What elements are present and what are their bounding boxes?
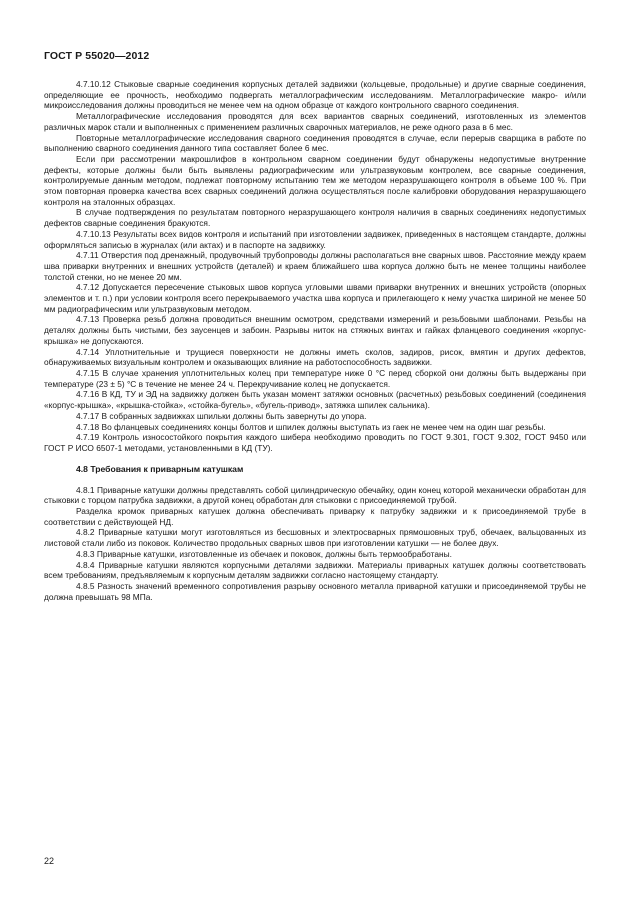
section-paragraph: Разделка кромок приварных катушек должна обеспечивать приварку к патрубку задвижки и к присоединяемой трубе в соответствии с действующей НД. xyxy=(44,506,586,527)
section-heading: 4.8 Требования к приварным катушкам xyxy=(76,463,244,474)
paragraph: 4.7.10.13 Результаты всех видов контроля и испытаний при изготовлении задвижек, приведенных в настоящем стандарте, должны оформляться записью в журналах (или актах) и в паспорте на задвижку. xyxy=(44,228,586,250)
section-paragraph: 4.8.4 Приварные катушки являются корпусными деталями задвижки. Материалы приварных катушек должны соответствовать всем требованиям, предъявляемым к корпусным деталям задвижки согласно настоящему стандарту. xyxy=(44,559,586,581)
document-code-header: ГОСТ Р 55020—2012 xyxy=(44,50,150,62)
paragraph: 4.7.10.12 Стыковые сварные соединения корпусных деталей задвижки (кольцевые, продольные) и другие сварные соединения, определяющие ее прочность, необходимо подвергать металлографическим исследованиям. Металлографические макро- и/или микроисследования должны проводиться не менее чем на одном образце от каждого контрольного сварного соединения. xyxy=(44,79,586,111)
paragraph: Если при рассмотрении макрошлифов в контрольном сварном соединении будут обнаружены недопустимые внутренние дефекты, которые должны были быть выявлены радиографическим или ультразвуковым контролем, все сварные соединения, контролируемые данным методом, подлежат повторному испытанию тем же методом неразрушающего контроля в объеме 100 %. При этом повторная проверка качества всех сварных соединений должна осуществляться после калибровки оборудования неразрушающего контроля на эталонных образцах. xyxy=(44,153,586,207)
paragraph: Металлографические исследования проводятся для всех вариантов сварных соединений, изготовленных из элементов различных марок стали и выполненных с применением различных сварочных материалов, не реже одного раза в 6 мес. xyxy=(44,111,586,132)
paragraph: 4.7.17 В собранных задвижках шпильки должны быть завернуты до упора. xyxy=(76,410,367,421)
section-paragraph: 4.8.2 Приварные катушки могут изготовляться из бесшовных и электросварных прямошовных труб, обечаек, вальцованных из листовой стали либо из поковок. Количество продольных сварных швов при изготовлении катушки — не более двух. xyxy=(44,527,586,549)
paragraph: Повторные металлографические исследования сварного соединения проводятся в случае, если перерыв сварщика в работе по выполнению сварного соединения данного типа составляет более 6 мес. xyxy=(44,132,586,154)
document-body xyxy=(44,79,586,602)
section-paragraph: 4.8.1 Приварные катушки должны представлять собой цилиндрическую обечайку, один конец которой механически обработан для стыковки с торцом патрубка задвижки, а другой конец обработан для стыковки с присоединяемой трубой. xyxy=(44,484,586,506)
paragraph: 4.7.11 Отверстия под дренажный, продувочный трубопроводы должны располагаться вне сварных швов. Расстояние между краем шва приварки внутренних и внешних устройств (деталей) и краем ближайшего шва корпуса должно быть не менее толщины наиболее толстой стенки, но не менее 20 мм. xyxy=(44,250,586,282)
paragraph: 4.7.12 Допускается пересечение стыковых швов корпуса угловыми швами приварки внутренних и внешних устройств (опорных элементов и т. п.) при условии контроля всего перекрываемого участка шва корпуса и прилегающего к нему участка шириной не менее 50 мм радиографическим или ультразвуковым методом. xyxy=(44,282,586,314)
paragraph: В случае подтверждения по результатам повторного неразрушающего контроля наличия в сварных соединениях недопустимых дефектов сварные соединения бракуются. xyxy=(44,207,586,229)
paragraph: 4.7.13 Проверка резьб должна проводиться внешним осмотром, средствами измерений и резьбовыми шаблонами. Резьбы на деталях должны быть чистыми, без заусенцев и забоин. Разрывы ниток на стяжных винтах и гайках фланцевого соединения «корпус-крышка» не допускаются. xyxy=(44,314,586,346)
page-number: 22 xyxy=(44,856,55,866)
paragraph: 4.7.15 В случае хранения уплотнительных колец при температуре ниже 0 °С перед сборкой они должны быть выдержаны при температуре (23 ± 5) °С в течение не менее 24 ч. Перекручивание колец не допускается. xyxy=(44,367,586,389)
section-paragraph: 4.8.3 Приварные катушки, изготовленные из обечаек и поковок, должны быть термообработаны. xyxy=(76,548,452,559)
paragraph: 4.7.19 Контроль износостойкого покрытия каждого шибера необходимо проводить по ГОСТ 9.301, ГОСТ 9.302, ГОСТ 9450 или ГОСТ Р ИСО 6507-1 методами, установленными в КД (ТУ). xyxy=(44,432,586,453)
paragraph: 4.7.14 Уплотнительные и трущиеся поверхности не должны иметь сколов, задиров, рисок, вмятин и других дефектов, обнаруживаемых визуальным контролем и оказывающих влияние на работоспособность задвижки. xyxy=(44,346,586,368)
paragraph: 4.7.18 Во фланцевых соединениях концы болтов и шпилек должны выступать из гаек не менее чем на один шаг резьбы. xyxy=(76,421,546,432)
paragraph: 4.7.16 В КД, ТУ и ЭД на задвижку должен быть указан момент затяжки основных (расчетных) резьбовых соединений (соединения «корпус-крышка», «крышка-стойка», «стойка-бугель», «бугель-привод», затяжка шпилек сальника). xyxy=(44,389,586,411)
section-paragraph: 4.8.5 Разность значений временного сопротивления разрыву основного металла приварной катушки и присоединяемой трубы не должна превышать 98 МПа. xyxy=(44,580,586,602)
